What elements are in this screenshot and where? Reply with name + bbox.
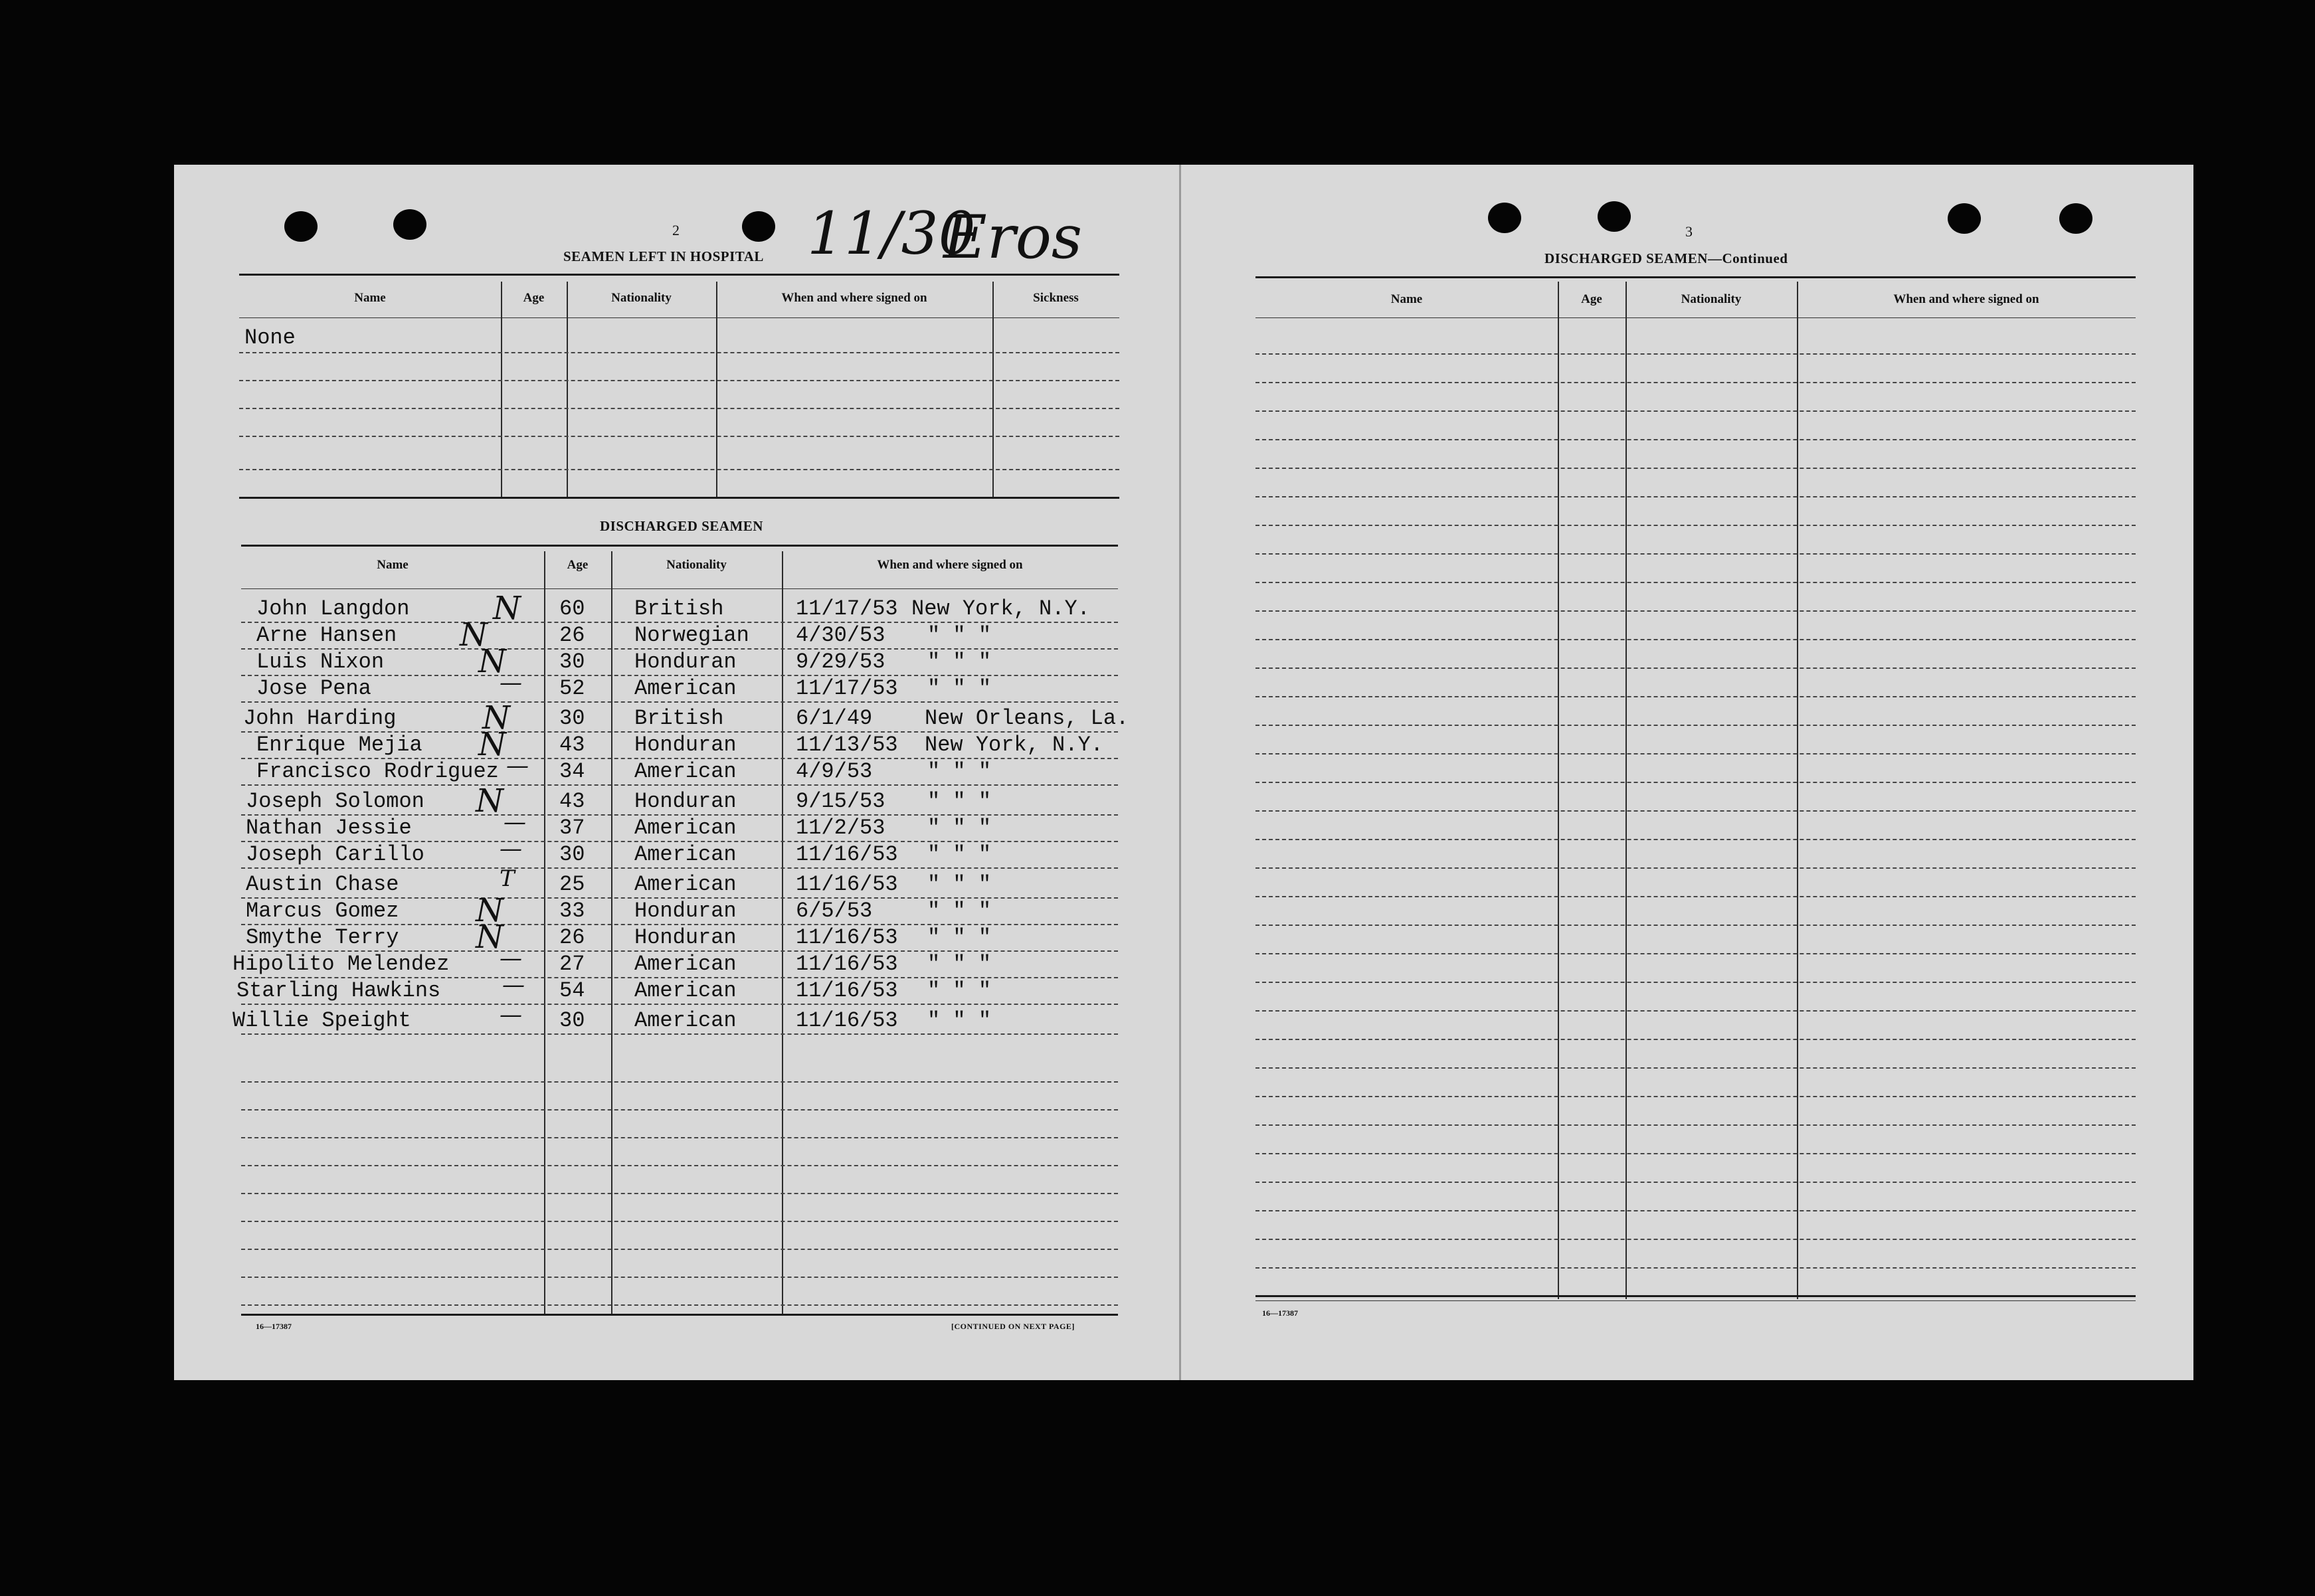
right-row-rule (1255, 468, 2136, 469)
seaman-mark: N (460, 616, 488, 654)
discharged-table-top-rule (241, 545, 1118, 547)
seaman-nationality: American (634, 842, 737, 867)
right-row-rule (1255, 1267, 2136, 1269)
seaman-signed-date: 11/16/53 (796, 872, 898, 897)
right-row-rule (1255, 639, 2136, 640)
discharged-section-title: DISCHARGED SEAMEN (600, 518, 763, 534)
seaman-mark: — (500, 669, 522, 696)
right-col-name: Name (1390, 292, 1423, 306)
seaman-nationality: British (634, 706, 724, 731)
seaman-signed-place: New Orleans, La. (925, 706, 1129, 731)
seaman-nationality: Honduran (634, 733, 737, 757)
left-form-number: 16—17387 (256, 1322, 292, 1331)
seaman-signed-place: " " " (927, 952, 992, 976)
hospital-header-rule (239, 317, 1119, 318)
punch-hole (1948, 203, 1981, 234)
seaman-signed-date: 4/30/53 (796, 623, 885, 648)
seaman-signed-place: New York, N.Y. (911, 596, 1090, 621)
right-row-rule (1255, 925, 2136, 926)
seaman-signed-date: 6/1/49 (796, 706, 873, 731)
discharged-header-rule (241, 588, 1118, 589)
seaman-mark: N (478, 643, 506, 680)
seaman-mark: N (493, 590, 521, 627)
punch-hole (2059, 203, 2092, 234)
seaman-name: Marcus Gomez (246, 899, 399, 923)
seaman-nationality: Honduran (634, 650, 737, 674)
right-row-rule (1255, 1096, 2136, 1097)
right-row-rule (1255, 353, 2136, 355)
punch-hole (393, 209, 426, 240)
seaman-mark: — (502, 972, 525, 998)
right-table-top-rule (1255, 276, 2136, 278)
seaman-age: 30 (559, 706, 585, 731)
seaman-signed-date: 11/16/53 (796, 1008, 898, 1033)
seaman-mark: N (476, 892, 504, 929)
discharged-col-divider (782, 551, 783, 1314)
right-row-rule (1255, 810, 2136, 812)
seaman-name: Joseph Solomon (246, 789, 424, 814)
seaman-age: 34 (559, 759, 585, 784)
seaman-signed-date: 11/16/53 (796, 952, 898, 976)
seaman-nationality: Honduran (634, 899, 737, 923)
right-row-rule (1255, 1210, 2136, 1211)
right-page-number: 3 (1685, 223, 1693, 240)
discharged-table-bottom-rule (241, 1314, 1118, 1316)
seaman-nationality: American (634, 676, 737, 701)
handwritten-note: Eros (943, 203, 1083, 272)
discharged-col-name: Name (377, 558, 409, 572)
discharged-empty-row-rule (241, 1109, 1118, 1110)
hospital-row-rule (239, 380, 1119, 381)
hospital-col-signed-on: When and where signed on (781, 291, 927, 305)
seaman-name: Nathan Jessie (246, 816, 412, 840)
right-col-divider (1797, 282, 1798, 1299)
right-section-title-suffix: —Continued (1707, 250, 1788, 266)
discharged-col-age: Age (567, 558, 589, 572)
right-row-rule (1255, 896, 2136, 897)
discharged-empty-row-rule (241, 1137, 1118, 1138)
seaman-signed-place: " " " (927, 899, 992, 923)
seaman-signed-date: 11/16/53 (796, 978, 898, 1003)
seaman-signed-date: 11/2/53 (796, 816, 885, 840)
right-row-rule (1255, 582, 2136, 583)
seaman-signed-place: " " " (927, 623, 992, 648)
seaman-signed-place: " " " (927, 872, 992, 897)
seaman-signed-date: 6/5/53 (796, 899, 873, 923)
seaman-signed-date: 9/15/53 (796, 789, 885, 814)
discharged-col-nationality: Nationality (666, 558, 727, 572)
discharged-empty-row-rule (241, 1249, 1118, 1250)
right-row-rule (1255, 1124, 2136, 1126)
right-row-rule (1255, 725, 2136, 726)
seaman-age: 30 (559, 1008, 585, 1033)
seaman-signed-date: 11/17/53 (796, 676, 898, 701)
punch-hole (1488, 203, 1521, 233)
seaman-mark: N (476, 782, 504, 820)
seaman-mark: — (500, 945, 522, 972)
right-col-divider (1625, 282, 1627, 1299)
right-header-rule (1255, 317, 2136, 318)
hospital-col-divider (992, 282, 994, 498)
seaman-signed-place: " " " (927, 925, 992, 950)
seaman-signed-date: 9/29/53 (796, 650, 885, 674)
seaman-signed-place: " " " (927, 816, 992, 840)
seaman-nationality: American (634, 952, 737, 976)
seaman-nationality: American (634, 1008, 737, 1033)
seaman-age: 33 (559, 899, 585, 923)
right-row-rule (1255, 753, 2136, 754)
discharged-empty-row-rule (241, 1165, 1118, 1166)
right-row-rule (1255, 867, 2136, 869)
right-row-rule (1255, 782, 2136, 783)
seaman-name: Austin Chase (246, 872, 399, 897)
right-row-rule (1255, 1239, 2136, 1240)
discharged-row-rule (241, 1004, 1118, 1005)
hospital-row-rule (239, 408, 1119, 409)
right-row-rule (1255, 1010, 2136, 1012)
right-row-rule (1255, 1039, 2136, 1040)
seaman-nationality: Honduran (634, 925, 737, 950)
right-row-rule (1255, 496, 2136, 497)
right-col-age: Age (1581, 292, 1602, 306)
seaman-age: 26 (559, 925, 585, 950)
right-row-rule (1255, 525, 2136, 526)
seaman-name: Arne Hansen (256, 623, 397, 648)
discharged-empty-row-rule (241, 1304, 1118, 1306)
right-row-rule (1255, 982, 2136, 983)
right-form-number: 16—17387 (1262, 1308, 1298, 1318)
seaman-name: Willie Speight (232, 1008, 411, 1033)
right-row-rule (1255, 410, 2136, 412)
seaman-signed-place: " " " (927, 978, 992, 1003)
right-section-title-main: DISCHARGED SEAMEN (1544, 250, 1708, 266)
seaman-signed-place: " " " (927, 650, 992, 674)
hospital-entry: None (244, 325, 296, 350)
hospital-table-top-rule (239, 274, 1119, 276)
seaman-signed-date: 11/16/53 (796, 925, 898, 950)
seaman-mark: N (476, 919, 504, 956)
seaman-age: 30 (559, 842, 585, 867)
hospital-col-divider (501, 282, 502, 498)
discharged-empty-row-rule (241, 1221, 1118, 1222)
right-page-background (1181, 165, 2193, 1380)
hospital-col-divider (716, 282, 717, 498)
seaman-mark: — (506, 753, 529, 779)
hospital-section-title: SEAMEN LEFT IN HOSPITAL (563, 248, 764, 264)
hospital-table-bottom-rule (239, 497, 1119, 499)
seaman-name: Joseph Carillo (246, 842, 424, 867)
seaman-mark: T (500, 865, 515, 892)
seaman-age: 52 (559, 676, 585, 701)
seaman-signed-place: New York, N.Y. (925, 733, 1103, 757)
right-row-rule (1255, 553, 2136, 555)
right-row-rule (1255, 382, 2136, 383)
seaman-signed-place: " " " (927, 676, 992, 701)
seaman-age: 27 (559, 952, 585, 976)
right-row-rule (1255, 839, 2136, 840)
discharged-empty-row-rule (241, 1081, 1118, 1083)
seaman-name: Starling Hawkins (236, 978, 441, 1003)
seaman-signed-place: " " " (927, 842, 992, 867)
seaman-signed-place: " " " (927, 759, 992, 784)
seaman-nationality: American (634, 816, 737, 840)
hospital-row-rule (239, 352, 1119, 353)
seaman-nationality: Norwegian (634, 623, 749, 648)
hospital-col-name: Name (354, 291, 386, 305)
seaman-mark: N (482, 699, 510, 737)
hospital-row-rule (239, 436, 1119, 437)
punch-hole (742, 211, 775, 242)
seaman-nationality: American (634, 872, 737, 897)
seaman-age: 54 (559, 978, 585, 1003)
handwritten-date: 11/30 (807, 199, 976, 268)
seaman-signed-place: " " " (927, 789, 992, 814)
continued-note: [CONTINUED ON NEXT PAGE] (951, 1322, 1075, 1331)
seaman-age: 43 (559, 789, 585, 814)
seaman-name: Jose Pena (256, 676, 371, 701)
right-row-rule (1255, 439, 2136, 440)
seaman-age: 37 (559, 816, 585, 840)
hospital-col-age: Age (523, 291, 545, 305)
seaman-nationality: American (634, 978, 737, 1003)
discharged-col-divider (544, 551, 545, 1314)
right-col-signed-on: When and where signed on (1893, 292, 2039, 306)
hospital-col-sickness: Sickness (1033, 291, 1079, 305)
page-fold (1179, 165, 1181, 1380)
left-page-number: 2 (672, 222, 680, 238)
seaman-name: Smythe Terry (246, 925, 399, 950)
seaman-nationality: Honduran (634, 789, 737, 814)
discharged-empty-row-rule (241, 1193, 1118, 1194)
seaman-signed-date: 11/13/53 (796, 733, 898, 757)
discharged-col-divider (611, 551, 612, 1314)
seaman-mark: — (500, 1002, 522, 1028)
seaman-mark: — (504, 809, 526, 836)
seaman-signed-place: " " " (927, 1008, 992, 1033)
right-col-divider (1558, 282, 1559, 1299)
right-row-rule (1255, 667, 2136, 669)
right-row-rule (1255, 1067, 2136, 1069)
seaman-name: Enrique Mejia (256, 733, 422, 757)
seaman-age: 25 (559, 872, 585, 897)
discharged-row-rule (241, 701, 1118, 703)
seaman-name: John Harding (243, 706, 397, 731)
seaman-name: John Langdon (256, 596, 410, 621)
right-row-rule (1255, 1182, 2136, 1183)
right-table-bottom-rule-2 (1255, 1300, 2136, 1301)
seaman-age: 30 (559, 650, 585, 674)
right-section-title (1544, 250, 1788, 267)
right-row-rule (1255, 1153, 2136, 1154)
seaman-name: Hipolito Melendez (232, 952, 450, 976)
discharged-row-rule (241, 1033, 1118, 1035)
seaman-nationality: American (634, 759, 737, 784)
hospital-row-rule (239, 469, 1119, 470)
punch-hole (1598, 201, 1631, 232)
discharged-row-rule (241, 784, 1118, 786)
seaman-name: Francisco Rodriguez (256, 759, 499, 784)
seaman-age: 43 (559, 733, 585, 757)
right-row-rule (1255, 696, 2136, 697)
seaman-age: 26 (559, 623, 585, 648)
punch-hole (284, 211, 318, 242)
right-col-nationality: Nationality (1681, 292, 1742, 306)
right-table-bottom-rule (1255, 1295, 2136, 1297)
seaman-mark: — (500, 836, 522, 862)
seaman-nationality: British (634, 596, 724, 621)
right-row-rule (1255, 953, 2136, 954)
seaman-name: Luis Nixon (256, 650, 385, 674)
seaman-signed-date: 4/9/53 (796, 759, 873, 784)
hospital-col-nationality: Nationality (611, 291, 672, 305)
right-row-rule (1255, 610, 2136, 612)
seaman-mark: N (478, 726, 506, 763)
discharged-col-signed-on: When and where signed on (877, 558, 1023, 572)
discharged-empty-row-rule (241, 1277, 1118, 1278)
seaman-signed-date: 11/17/53 (796, 596, 898, 621)
seaman-signed-date: 11/16/53 (796, 842, 898, 867)
discharged-row-rule (241, 867, 1118, 869)
seaman-age: 60 (559, 596, 585, 621)
hospital-col-divider (567, 282, 568, 498)
